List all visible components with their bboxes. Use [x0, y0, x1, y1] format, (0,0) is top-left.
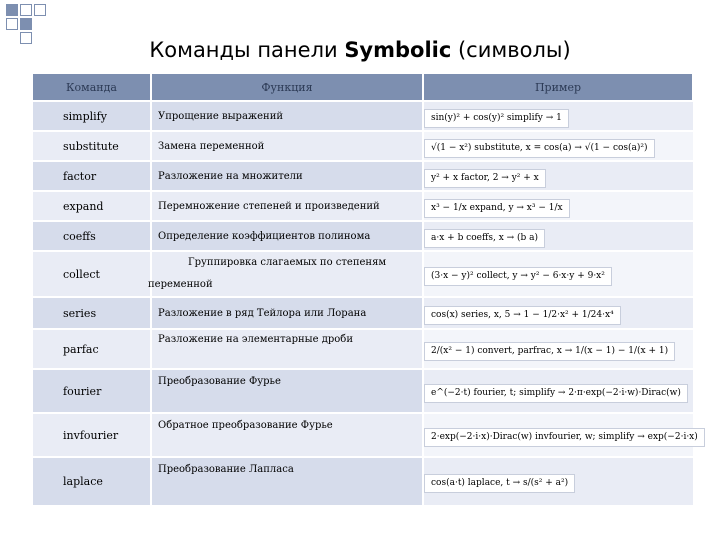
table-row: [33, 369, 693, 413]
function-description: Определение коэффициентов полинома: [151, 221, 423, 251]
function-description: Замена переменной: [151, 131, 423, 161]
table-row: [33, 457, 693, 505]
commands-table: [33, 74, 698, 505]
example-formula: 2·exp(−2·i·x)·Dirac(w) invfourier, w; simplify → exp(−2·i·x): [424, 428, 705, 447]
example-formula: cos(a·t) laplace, t → s/(s² + a²): [424, 474, 575, 493]
example-formula: x³ − 1/x expand, y → x³ − 1/x: [424, 199, 570, 218]
example-formula: y² + x factor, 2 → y² + x: [424, 169, 546, 188]
example-formula: 2/(x² − 1) convert, parfrac, x → 1/(x − 1) − 1/(x + 1): [424, 342, 675, 361]
function-description: Разложение на множители: [151, 161, 423, 191]
corner-square-3: [34, 4, 46, 16]
table-row: [33, 297, 693, 329]
header-function: Функция: [151, 74, 423, 101]
corner-square-2: [20, 4, 32, 16]
table-header-row: [33, 74, 693, 101]
header-example: Пример: [423, 74, 693, 101]
table-row: [33, 161, 693, 191]
table-row: [33, 413, 693, 457]
function-description: Упрощение выражений: [151, 101, 423, 131]
function-description: Разложение на элементарные дроби: [151, 329, 423, 369]
table-row: [33, 329, 693, 369]
function-description: Обратное преобразование Фурье: [151, 413, 423, 457]
command-name: parfac: [63, 342, 99, 356]
command-name: collect: [63, 267, 100, 281]
table-row: [33, 101, 693, 131]
example-formula: √(1 − x²) substitute, x = cos(a) → √(1 − cos(a)²): [424, 139, 655, 158]
corner-square-5: [20, 18, 32, 30]
table-row: [33, 191, 693, 221]
function-description: Разложение в ряд Тейлора или Лорана: [151, 297, 423, 329]
command-name: fourier: [63, 384, 102, 398]
function-description: Преобразование Лапласа: [151, 457, 423, 505]
corner-square-1: [6, 4, 18, 16]
command-name: factor: [63, 169, 97, 183]
table-row: [33, 131, 693, 161]
example-formula: e^(−2·t) fourier, t; simplify → 2·π·exp(−2·i·w)·Dirac(w): [424, 384, 688, 403]
example-formula: a·x + b coeffs, x → (b a): [424, 229, 545, 248]
function-description: Перемножение степеней и произведений: [151, 191, 423, 221]
command-name: coeffs: [63, 229, 96, 243]
corner-square-4: [6, 18, 18, 30]
table-row: [33, 251, 693, 297]
command-name: series: [63, 306, 97, 320]
example-formula: sin(y)² + cos(y)² simplify → 1: [424, 109, 569, 128]
command-name: simplify: [63, 109, 107, 123]
function-description-continued: переменной: [148, 279, 213, 290]
command-name: substitute: [63, 139, 119, 153]
function-description: Группировка слагаемых по степеням: [188, 257, 387, 268]
command-name: invfourier: [63, 428, 119, 442]
table-row: [33, 221, 693, 251]
command-name: laplace: [63, 475, 103, 488]
function-description: Преобразование Фурье: [151, 369, 423, 413]
example-formula: (3·x − y)² collect, y → y² − 6·x·y + 9·x²: [424, 267, 612, 286]
example-formula: cos(x) series, x, 5 → 1 − 1/2·x² + 1/24·x⁴: [424, 306, 621, 325]
command-name: expand: [63, 199, 104, 213]
header-command: Команда: [33, 74, 151, 101]
page-title: Команды панели Symbolic (символы): [149, 38, 571, 62]
